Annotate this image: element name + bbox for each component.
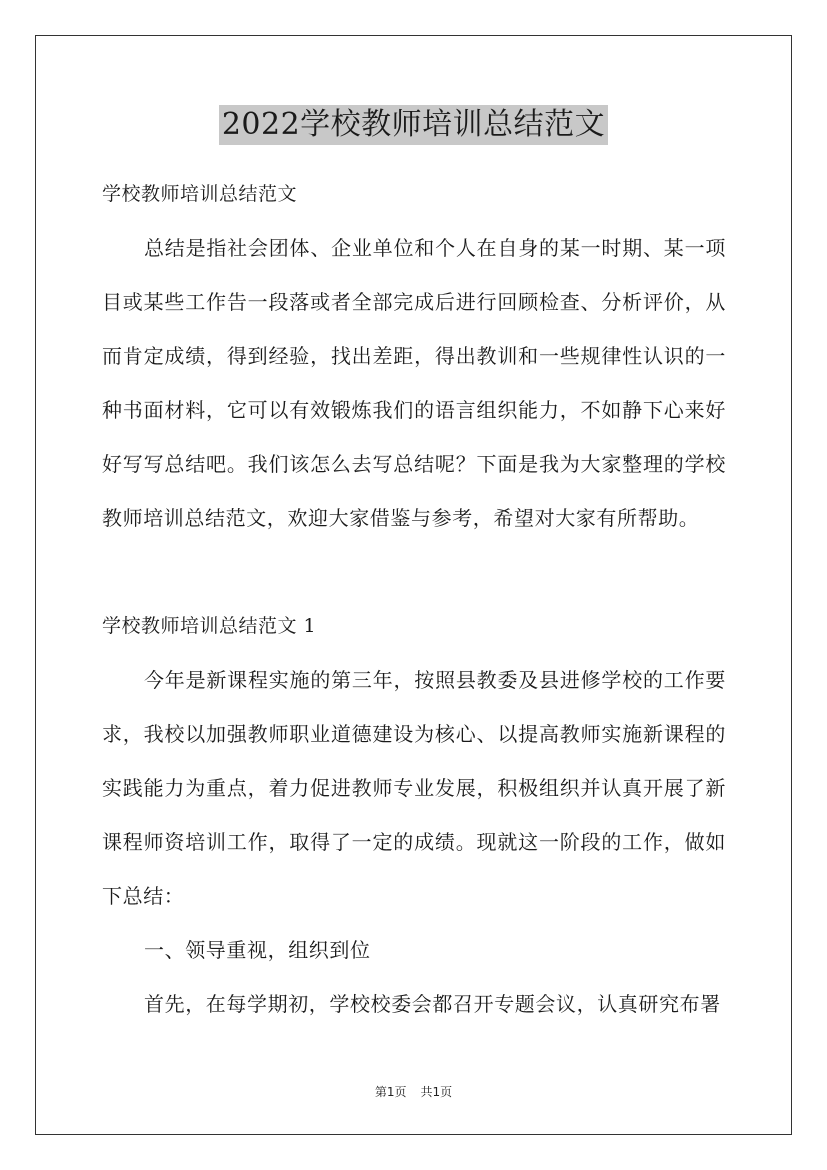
document-title-wrapper: [0, 104, 827, 145]
section-paragraph-2: 首先，在每学期初，学校校委会都召开专题会议，认真研究布署: [144, 992, 721, 1016]
section-point-heading: 一、领导重视，组织到位: [144, 938, 371, 962]
intro-paragraph: 总结是指社会团体、企业单位和个人在自身的某一时期、某一项目或某些工作告一段落或者全部完成后进行回顾检查、分析评价，从而肯定成绩，得到经验，找出差距，得出教训和一些规律性认识的一种书面材料，它可以有效锻炼我们的语言组织能力，不如静下心来好好写写总结吧。我们该怎么去写总结呢？下面是我为大家整理的学校教师培训总结范文，欢迎大家借鉴与参考，希望对大家有所帮助。: [102, 236, 726, 530]
page-number-current: 第1页: [374, 1085, 407, 1099]
page-footer: [0, 1083, 827, 1100]
section-heading: 学校教师培训总结范文 1: [102, 615, 317, 637]
document-subtitle: 学校教师培训总结范文: [102, 183, 298, 205]
document-title: 2022学校教师培训总结范文: [219, 105, 608, 145]
page-number-total: 共1页: [420, 1085, 453, 1099]
section-paragraph: 今年是新课程实施的第三年，按照县教委及县进修学校的工作要求，我校以加强教师职业道德建设为核心、以提高教师实施新课程的实践能力为重点，着力促进教师专业发展，积极组织并认真开展了新课程师资培训工作，取得了一定的成绩。现就这一阶段的工作，做如下总结：: [102, 668, 726, 908]
